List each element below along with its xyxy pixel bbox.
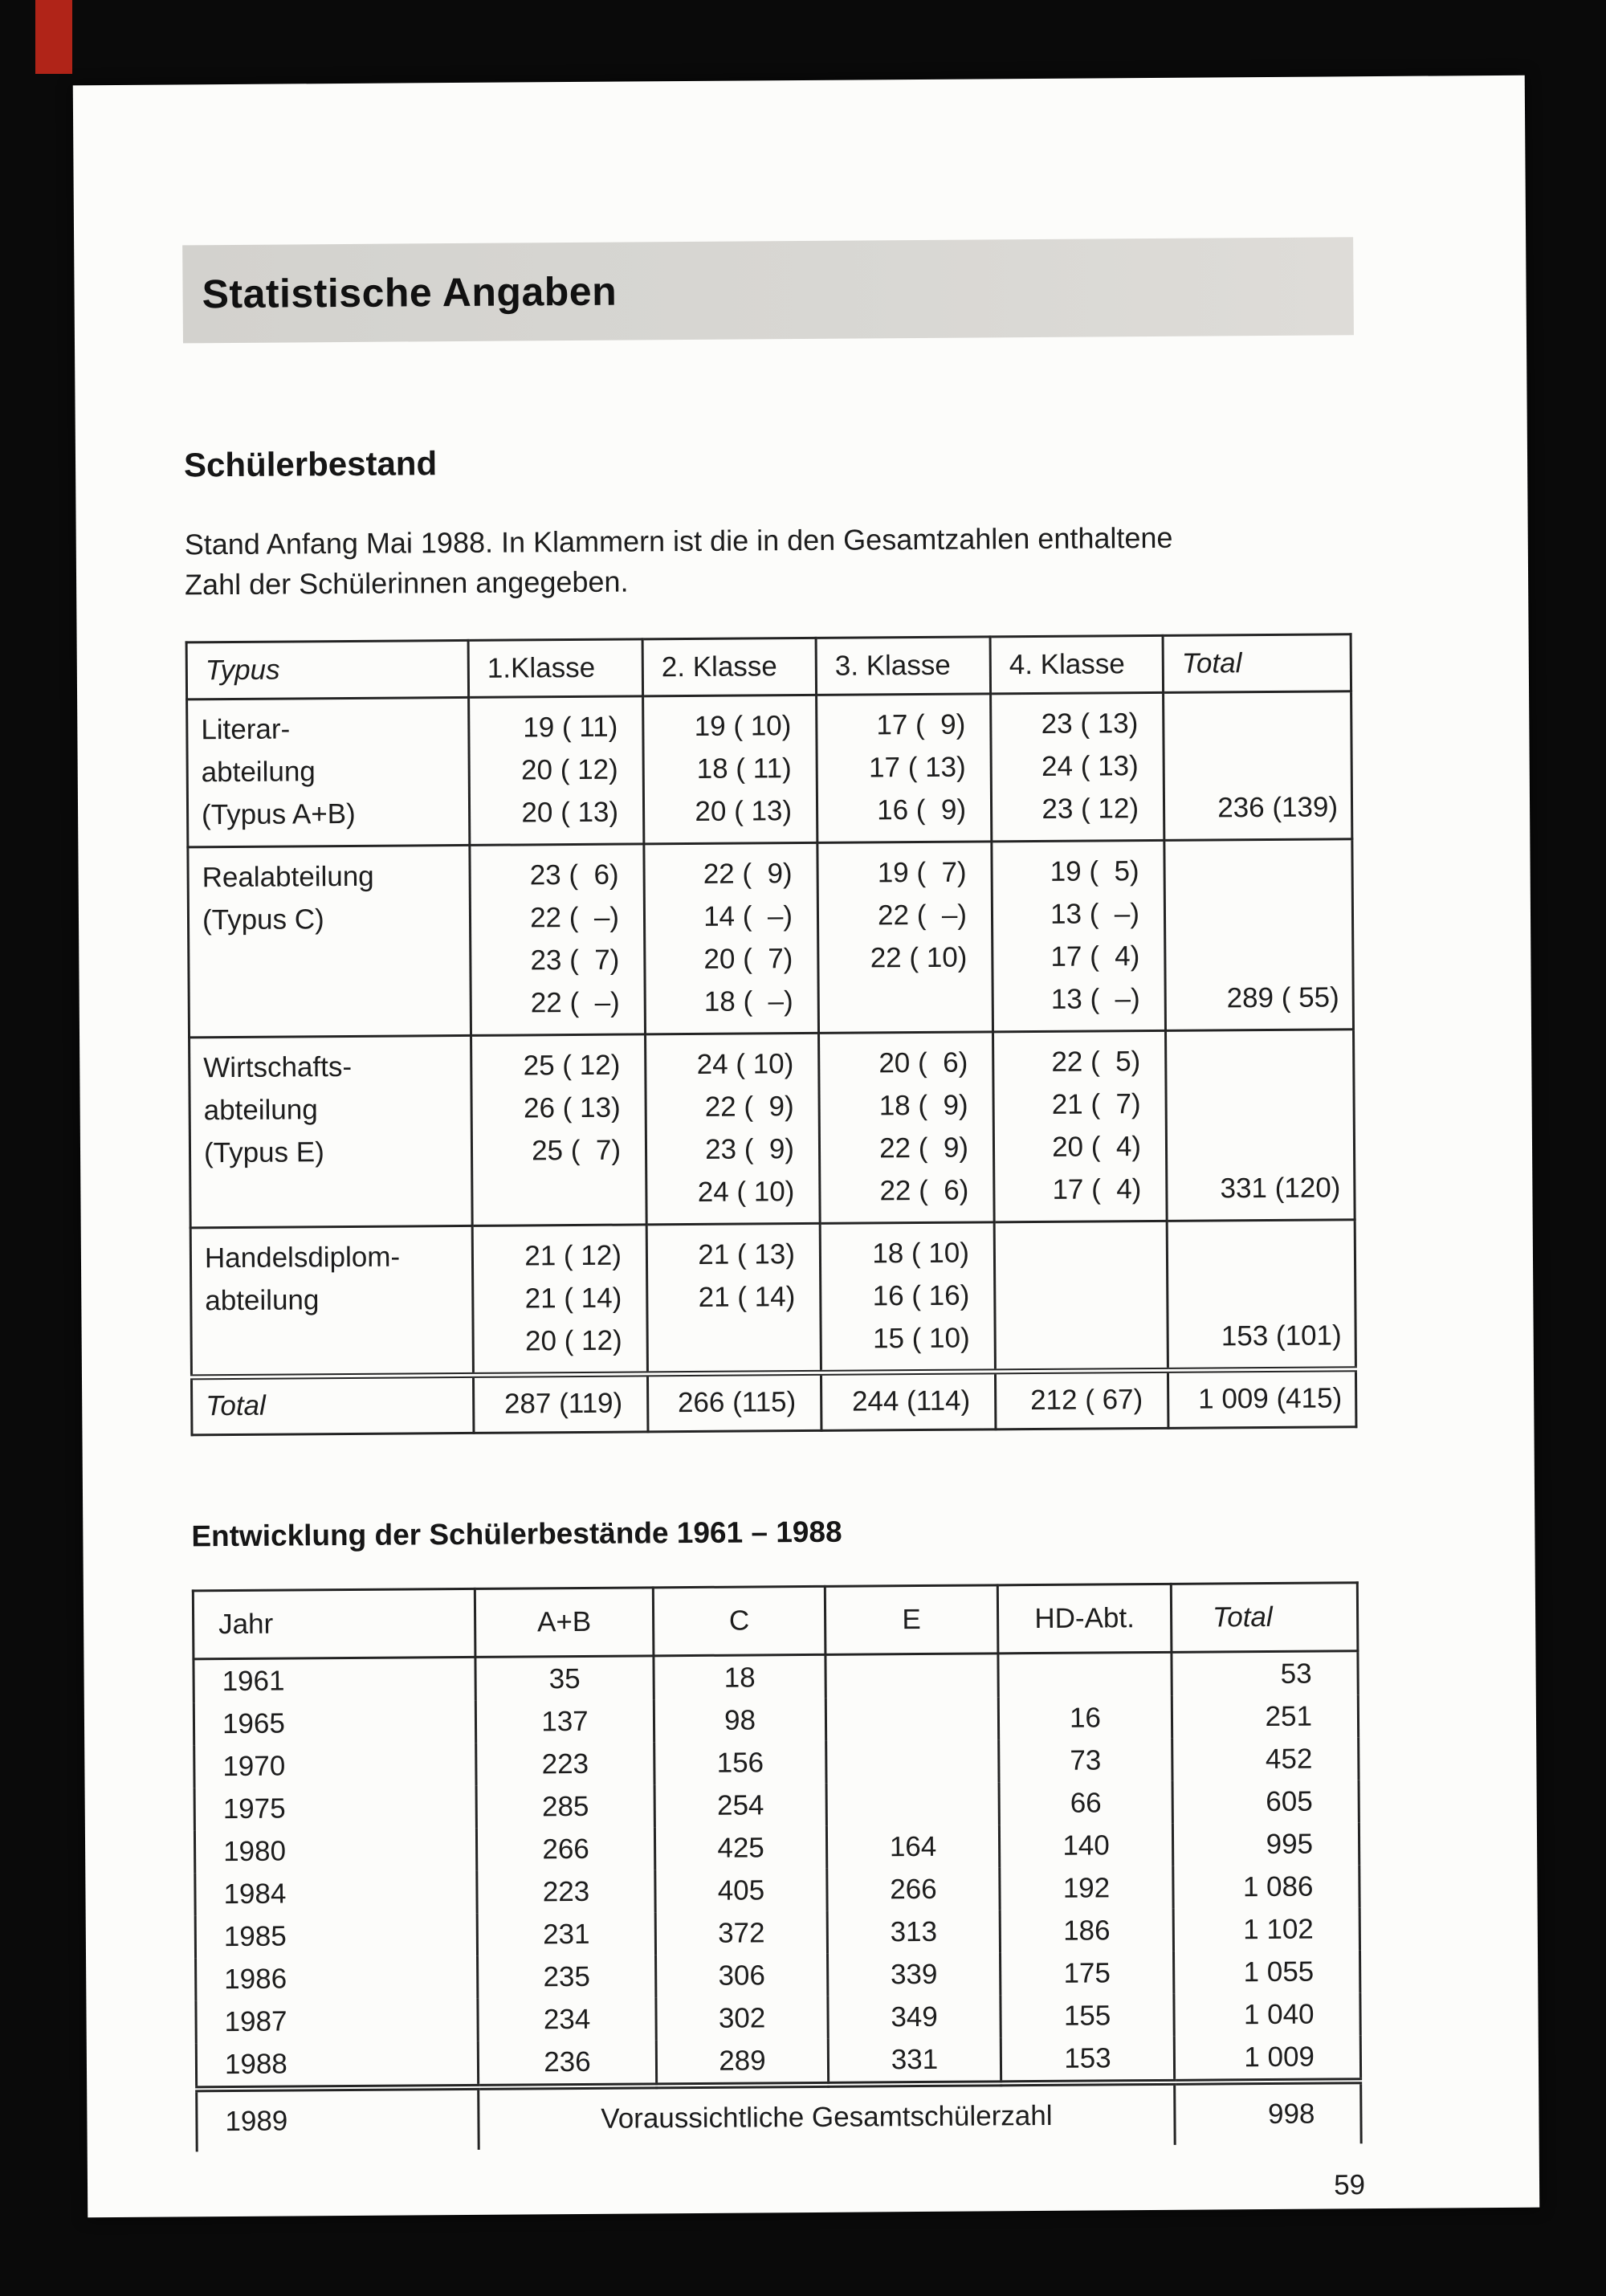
cell-line: (Typus C) [202,903,324,936]
year-value-cell: 302 [656,1996,828,2040]
cell-line: abteilung [205,1284,320,1317]
cell-line: 25 ( 12) [523,1049,621,1082]
cell-line: 21 ( 14) [698,1281,796,1313]
year-value-cell: 995 [1172,1822,1359,1866]
year-value-cell: 1 102 [1173,1907,1359,1951]
year-value-cell: 349 [828,1995,1001,2038]
class-counts-cell [469,696,644,846]
table2-header-row [193,1583,1358,1659]
year-value-cell: 1975 [194,1786,476,1830]
year-value-cell [825,1697,998,1740]
cell-line: 21 ( 13) [698,1238,796,1270]
cell-line: 13 ( –) [1050,898,1140,930]
film-red-mark [35,0,72,74]
intro-line-1: Stand Anfang Mai 1988. In Klammern ist die in den Gesamtzahlen enthaltene [184,520,1173,561]
year-value-cell: 1965 [194,1701,475,1745]
year-value-cell: 73 [999,1739,1172,1783]
year-value-cell: 186 [1000,1909,1173,1953]
year-value-cell: 1980 [194,1829,476,1873]
year-value-cell: 155 [1001,1994,1174,2038]
column-header-ab: A+B [475,1588,654,1658]
year-value-cell: 405 [655,1869,827,1912]
cell-line: 23 ( 6) [529,858,619,891]
class-counts-cell [991,692,1164,841]
row-total-cell [1164,691,1352,841]
department-row [190,1030,1355,1228]
grand-total-cell: 212 ( 67) [995,1370,1168,1429]
cell-line: 24 ( 10) [697,1176,795,1208]
year-value-cell: 1988 [196,2041,478,2089]
year-value-cell: 231 [477,1912,655,1956]
cell-line: 22 ( 10) [870,941,968,974]
cell-line: 24 ( 13) [1041,750,1139,782]
cell-line: 13 ( –) [1050,983,1140,1015]
year-value-cell: 1986 [196,1956,478,2000]
year-value-cell: 289 [656,2039,828,2086]
cell-line: 19 ( 7) [877,856,967,889]
year-value-cell: 266 [476,1827,654,1871]
cell-line: Wirtschafts- [203,1050,353,1084]
cell-line: 17 ( 4) [1052,1173,1142,1205]
row-total-cell [1166,1030,1355,1221]
cell-line: Literar- [201,713,291,746]
department-label [188,845,471,1037]
year-value-cell: 234 [478,1997,656,2041]
cell-line: 16 ( 16) [872,1279,970,1312]
class-counts-cell [992,840,1166,1031]
class-counts-cell [470,844,646,1036]
cell-line: 18 ( 9) [878,1089,968,1122]
column-header-typus: Typus [186,640,468,699]
year-value-cell: 1 086 [1173,1865,1359,1909]
table1-header-row [186,634,1351,699]
year-value-cell [826,1782,999,1825]
cell-line: 19 ( 10) [694,710,792,742]
year-value-cell: 16 [998,1696,1172,1740]
year-value-cell: 98 [654,1699,825,1742]
class-counts-cell [471,1034,647,1226]
year-value-cell: 1987 [196,1999,478,2043]
section-title-bar [182,237,1354,343]
column-header-total: Total [1163,634,1351,693]
cell-line: 22 ( –) [877,899,968,932]
cell-line: (Typus A+B) [201,797,356,831]
cell-line: 18 ( –) [703,985,793,1017]
column-header-total2: Total [1171,1583,1358,1653]
grand-total-cell: 287 (119) [473,1374,647,1433]
cell-line: 25 ( 7) [532,1134,622,1167]
cell-line: abteilung [203,1094,318,1127]
cell-line: 23 ( 12) [1041,793,1139,825]
column-header-c: C [653,1586,825,1655]
cell-line: 19 ( 5) [1050,855,1139,887]
cell-line: 23 ( 13) [1041,708,1139,740]
year-value-cell: 236 [478,2040,656,2087]
cell-line: Handelsdiplom- [204,1241,401,1274]
year-value-cell: 605 [1172,1780,1359,1824]
class-counts-cell [472,1225,647,1376]
year-value-cell: 156 [654,1741,826,1784]
year-value-cell: 164 [826,1825,999,1868]
row-total-cell [1164,839,1354,1031]
cell-line: 26 ( 13) [523,1091,621,1124]
cell-line: 18 ( 10) [872,1237,970,1270]
year-value-cell: 1961 [194,1657,475,1703]
grand-total-cell: 266 (115) [647,1372,821,1432]
year-value-cell: 1985 [195,1914,477,1958]
class-counts-cell [646,1223,821,1374]
grand-total-cell: 1 009 (415) [1168,1369,1355,1429]
column-header-e: E [825,1585,998,1654]
department-row [188,839,1354,1038]
cell-line: 153 (101) [1221,1319,1342,1352]
class-counts-cell [644,842,819,1034]
cell-line: 331 (120) [1220,1172,1341,1205]
year-value-cell [825,1654,998,1699]
year-value-cell: 266 [827,1867,1000,1911]
column-header-klasse3: 3. Klasse [816,637,990,695]
development-title: Entwicklung der Schülerbestände 1961 – 1988 [191,1515,842,1553]
cell-line: 22 ( 5) [1051,1046,1141,1078]
cell-line: 20 ( 12) [520,753,618,786]
year-value-cell: 223 [476,1742,654,1786]
cell-line: 20 ( 13) [521,796,619,829]
intro-line-2: Zahl der Schülerinnen angegeben. [184,565,629,602]
forecast-label: Voraussichtliche Gesamtschülerzahl [479,2082,1176,2150]
year-value-cell: 192 [1000,1866,1173,1911]
cell-line: 22 ( 6) [879,1174,969,1207]
cell-line: 22 ( –) [530,986,620,1019]
cell-line: 15 ( 10) [872,1322,970,1355]
cell-line: 21 ( 14) [524,1282,622,1315]
cell-line: 236 (139) [1217,791,1339,824]
cell-line: 17 ( 9) [876,708,966,741]
cell-line: 23 ( 7) [530,944,620,977]
class-counts-cell [994,1221,1168,1371]
year-value-cell: 452 [1172,1737,1359,1781]
department-label [190,1225,473,1376]
subsection-title: Schülerbestand [183,444,438,484]
year-value-cell: 18 [654,1654,825,1699]
cell-line: 22 ( 9) [878,1132,969,1164]
year-value-cell [826,1739,999,1783]
year-value-cell: 331 [828,2037,1001,2084]
cell-line: 20 ( 12) [524,1324,622,1357]
cell-line: 20 ( 13) [695,795,793,827]
year-value-cell: 1984 [195,1871,477,1915]
document-page [73,75,1539,2218]
cell-line: 24 ( 10) [696,1048,794,1080]
class-counts-cell [817,842,993,1034]
year-value-cell: 223 [477,1870,655,1914]
year-value-cell: 306 [656,1954,828,1997]
year-value-cell: 372 [655,1911,827,1955]
page-number: 59 [1333,2169,1366,2201]
cell-line: 17 ( 13) [868,751,966,784]
intro-paragraph [185,516,1356,605]
year-value-cell: 251 [1172,1694,1358,1739]
class-counts-cell [643,695,817,844]
section-title: Statistische Angaben [202,268,618,317]
year-row [194,1651,1358,1703]
cell-line: 22 ( –) [529,901,620,934]
cell-line: 23 ( 9) [704,1133,795,1165]
column-header-klasse2: 2. Klasse [642,638,816,696]
year-value-cell: 235 [478,1955,656,1999]
cell-line: 14 ( –) [703,900,793,932]
cell-line: 17 ( 4) [1050,940,1140,973]
year-value-cell: 137 [475,1699,654,1743]
year-value-cell: 175 [1001,1951,1174,1996]
cell-line: 20 ( 4) [1051,1131,1142,1163]
year-value-cell: 339 [828,1952,1001,1996]
cell-line: 21 ( 12) [524,1239,622,1272]
page-content [181,76,1367,2209]
total-row-label: Total [191,1375,473,1434]
cell-line: 22 ( 9) [703,858,793,890]
entwicklung-table [192,1581,1363,2151]
year-value-cell: 153 [1001,2037,1174,2084]
cell-line: 21 ( 7) [1051,1088,1141,1120]
year-value-cell [998,1652,1172,1697]
cell-line: 289 ( 55) [1226,981,1339,1014]
row-total-cell [1167,1220,1355,1371]
class-counts-cell [820,1222,995,1373]
department-label [190,1035,473,1227]
class-counts-cell [817,694,992,843]
class-counts-cell [993,1030,1168,1221]
class-counts-cell [646,1033,821,1225]
year-value-cell: 254 [654,1784,826,1827]
forecast-year: 1989 [197,2087,479,2151]
year-value-cell: 1 009 [1174,2035,1360,2082]
cell-line: 22 ( 9) [704,1091,794,1123]
column-header-jahr: Jahr [193,1588,475,1658]
class-counts-cell [819,1032,995,1224]
year-value-cell: 140 [999,1824,1172,1868]
column-header-klasse4: 4. Klasse [990,635,1163,693]
department-label [187,697,470,846]
cell-line: 18 ( 11) [696,752,792,785]
year-value-cell: 285 [476,1784,654,1829]
year-value-cell: 1970 [194,1743,476,1788]
cell-line: Realabteilung [202,860,374,894]
year-value-cell: 425 [654,1826,826,1870]
year-value-cell: 1 055 [1174,1950,1360,1994]
forecast-total: 998 [1175,2081,1362,2145]
cell-line: 19 ( 11) [523,711,618,744]
year-row [196,2035,1360,2089]
table1-total-row [191,1369,1355,1435]
forecast-row [197,2081,1362,2151]
cell-line: 16 ( 9) [877,793,967,826]
cell-line: (Typus E) [203,1136,324,1169]
year-value-cell: 1 040 [1174,1992,1360,2037]
cell-line: 20 ( 6) [878,1046,968,1079]
schuelerbestand-table [185,633,1358,1436]
year-value-cell: 66 [999,1781,1172,1825]
department-row [187,691,1352,847]
year-value-cell: 53 [1172,1651,1358,1696]
year-value-cell: 313 [827,1910,1000,1953]
cell-line: abteilung [201,756,316,789]
grand-total-cell: 244 (114) [821,1372,995,1431]
cell-line: 20 ( 7) [703,943,793,975]
department-row [190,1220,1355,1377]
column-header-hdabt: HD-Abt. [997,1584,1172,1654]
year-value-cell: 35 [475,1656,654,1701]
column-header-klasse1: 1.Klasse [468,639,642,698]
